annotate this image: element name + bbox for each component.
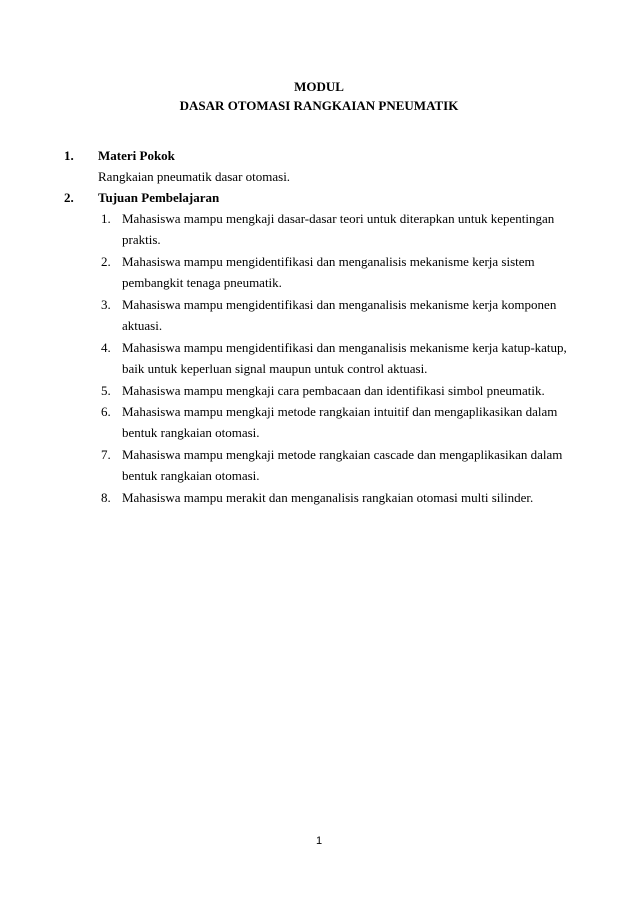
list-item-number: 4.	[101, 340, 111, 355]
list-item-number: 3.	[101, 297, 111, 312]
list-item: Mahasiswa mampu merakit dan menganalisis rangkaian otomasi multi silinder.	[122, 490, 534, 505]
list-item-number: 6.	[101, 404, 111, 419]
list-item: Mahasiswa mampu mengkaji metode rangkaian cascade dan mengaplikasikan dalam bentuk rangkaian otomasi.	[122, 447, 563, 483]
list-item: Mahasiswa mampu mengkaji metode rangkaian intuitif dan mengaplikasikan dalam bentuk rangkaian otomasi.	[122, 404, 558, 440]
list-item: Mahasiswa mampu mengkaji cara pembacaan dan identifikasi simbol pneumatik.	[122, 383, 545, 398]
list-item: Mahasiswa mampu mengidentifikasi dan menganalisis mekanisme kerja katup-katup, baik untuk keperluan signal maupun untuk control aktuasi.	[122, 340, 567, 376]
list-item: Mahasiswa mampu mengkaji dasar-dasar teori untuk diterapkan untuk kepentingan praktis.	[122, 211, 555, 247]
section-number: 2.	[64, 190, 74, 205]
section-heading-tujuan-pembelajaran: Tujuan Pembelajaran	[98, 190, 220, 205]
section-text: Rangkaian pneumatik dasar otomasi.	[98, 169, 291, 184]
list-item-number: 7.	[101, 447, 111, 462]
list-item-number: 2.	[101, 254, 111, 269]
list-item: Mahasiswa mampu mengidentifikasi dan menganalisis mekanisme kerja sistem pembangkit tenaga pneumatik.	[122, 254, 535, 290]
list-item-number: 5.	[101, 383, 111, 398]
list-item: Mahasiswa mampu mengidentifikasi dan menganalisis mekanisme kerja komponen aktuasi.	[122, 297, 557, 333]
module-subtitle: DASAR OTOMASI RANGKAIAN PNEUMATIK	[179, 98, 459, 113]
page-number: 1	[315, 835, 323, 847]
module-title: MODUL	[294, 79, 344, 94]
list-item-number: 1.	[101, 211, 111, 226]
list-item-number: 8.	[101, 490, 111, 505]
section-number: 1.	[64, 148, 74, 163]
section-heading-materi-pokok: Materi Pokok	[98, 148, 175, 163]
